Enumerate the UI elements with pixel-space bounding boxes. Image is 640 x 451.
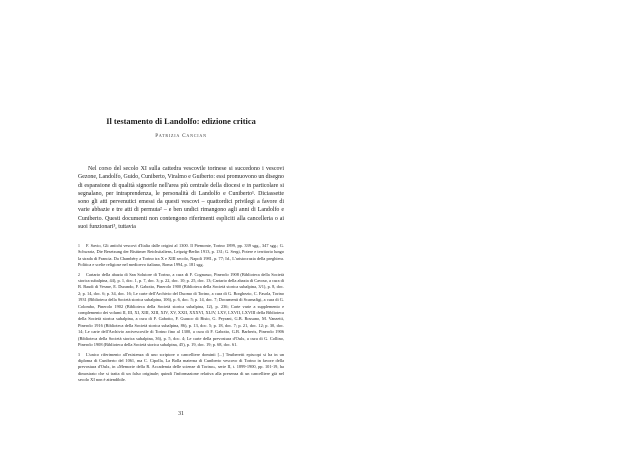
footnote-3 <box>78 352 284 384</box>
body-paragraph: Nel corso del secolo XI sulla cattedra vescovile torinese si succedono i vescovi Gezone, Landolfo, Guido, Cuniberto, Viralmo e Guiberto: essi promuovono un disegno di espansione di qualità signorile nell'area più centrale della diocesi e in particolare si segnalano, per intraprendenza, le personalità di Landolfo e Cuniberto¹. Diciassette sono gli atti pervenutici emessi da questi vescovi – quattordici privilegi a favore di varie abbazie e tre atti di permuta² – e ben undici rimangono agli anni di Landolfo e Cuniberto. Questi documenti non contengono riferimenti espliciti alla cancelleria o ai suoi funzionari³, tuttavia <box>78 166 285 230</box>
footnote-text: Cartario della abazia di San Solutore di Torino, a cura di F. Cognasso, Pinerolo 1908 (Biblioteca della Società storica subalpina, 44), p. 1, doc. 1, p. 7, doc. 3; p. 22, doc. 10; p. 25, doc. 13; Cartario della abazia di Cavour, a cura di B. Baudi di Vesme, E. Durando, F. Gabotto, Pinerolo 1900 (Biblioteca della Società storica subalpina, 3/1), p. 8, doc. 2; p. 14, doc. 6; p. 34, doc. 16; Le carte dell'Archivio del Duomo di Torino, a cura di G. Borghezio, C. Fasola, Torino 1931 (Biblioteca della Società storica subalpina, 106), p. 6, doc. 5; p. 14, doc. 7; Documenti di Scarnafigi, a cura di G. Colombo, Pinerolo 1902 (Biblioteca della Società storica subalpina, 12), p. 236; Carte varie a supplemento e complemento dei volumi II, III, XI, XIII, XIII, XIV, XV, XXII, XXXVI, XLIV, LXV, LXVII, LXVIII della Biblioteca della Società storica subalpina, a cura di F. Gabotto, F. Guasco di Bisio, G. Peyrani, G.B. Rossano, M. Vanzetti, Pinerolo 1916 (Biblioteca della Società storica subalpina, 86), p. 13, doc. 5; p. 18, doc. 7; p. 21, doc. 12; p. 30, doc. 14; Le carte dell'Archivio arcivescovile di Torino fino al 1300, a cura di F. Gabotto, G.B. Barberis, Pinerolo 1906 (Biblioteca della Società storica subalpina, 36), p. 5, doc. 4; Le carte della prevostura d'Oulx, a cura di G. Collino, Pinerolo 1908 (Biblioteca della Società storica subalpina, 45), p. 19, doc. 19; p. 68, doc. 61. <box>78 271 284 348</box>
footnote-2 <box>78 272 284 349</box>
footnote-text: L'unico riferimento all'esistenza di uno scriptore o cancelliere dominii [...] Teutberetti episcopi si ha in un diploma di Cuniberto del 1061, ma C. Cipolla, La Bolla materna di Cuniberto vescovo di Torino in favore della prevostura d'Oulx, in «Memorie della R. Accademia delle scienze di Torino», serie II, t. 1899-1900, pp. 101-19, ha dimostrato che si tratta di un falso originale; quindi l'informazione relativa alla presenza di un cancelliere già nel secolo XI non è attendibile. <box>78 351 284 383</box>
footnote-number: 1 <box>78 244 80 248</box>
footnote-number: 3 <box>78 352 80 357</box>
footnote-text: F. Savio, Gli antichi vescovi d'Italia dalle origini al 1300. Il Piemonte, Torino 1899, pp. 339 sgg., 347 sgg.; G. Schwartz, Die Besetzung der Bistümer Reichsitaliens, Leipzig-Berlin 1913, p. 131; G. Sergi, Potere e territorio lungo la strada di Francia. Da Chambéry a Torino tra X e XIII secolo, Napoli 1981, p. 77; Id., L'aristocrazia della preghiera. Politica e scelte religiose nel medioevo italiano, Roma 1994, p. 181 sgg. <box>78 243 284 268</box>
article-title: Il testamento di Landolfo: edizione critica <box>106 117 256 126</box>
page-number: 31 <box>178 411 184 417</box>
footnote-1 <box>78 243 284 269</box>
article-author: Patrizia Cancian <box>155 133 207 139</box>
footnote-number: 2 <box>78 272 80 277</box>
footnotes-block <box>78 243 284 387</box>
body-text-block <box>78 165 284 231</box>
